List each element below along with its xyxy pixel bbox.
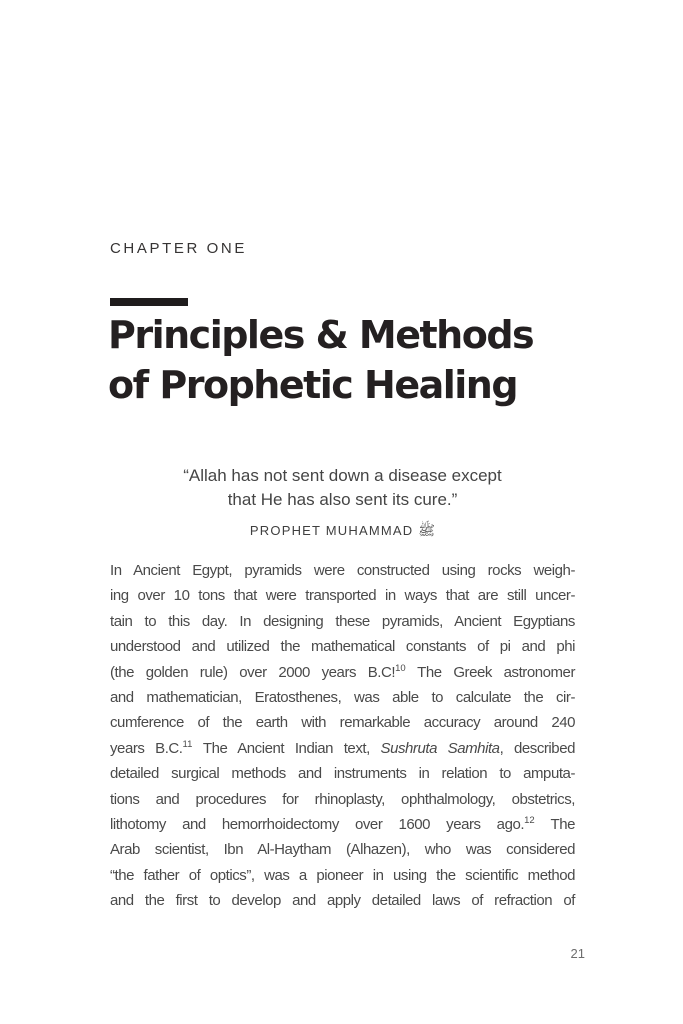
body-text-segment: tain to this day. In designing these pyramids, Ancient Egyptians <box>110 612 575 630</box>
page-number: 21 <box>570 946 585 961</box>
body-text-segment: understood and utilized the mathematical constants of pi and phi <box>110 638 575 656</box>
body-text-segment: years B.C. <box>110 739 183 757</box>
title-rule <box>110 298 188 306</box>
body-text-segment: and the first to develop and apply detailed laws of refraction of <box>110 892 575 910</box>
quote-attribution <box>110 518 575 543</box>
body-line <box>110 761 575 786</box>
quote-line2: that He has also sent its cure.” <box>227 490 458 509</box>
body-line <box>110 634 575 659</box>
body-text-segment: , described <box>499 739 575 757</box>
body-line <box>110 685 575 710</box>
body-text-segment: “the father of optics”, was a pioneer in using the scientific method <box>110 866 575 884</box>
body-line <box>110 660 575 685</box>
chapter-title <box>108 310 533 410</box>
body-text-segment: cumference of the earth with remarkable accuracy around 240 <box>110 714 575 732</box>
body-text-segment: The <box>534 816 575 834</box>
chapter-label: CHAPTER ONE <box>110 240 247 257</box>
body-text-segment: and mathematician, Eratosthenes, was able to calculate the cir- <box>110 689 575 707</box>
body-text-segment: detailed surgical methods and instruments in relation to amputa- <box>110 765 575 783</box>
body-line <box>110 812 575 837</box>
body-line <box>110 787 575 812</box>
body-line <box>110 888 575 913</box>
body-paragraph <box>110 558 575 914</box>
chapter-title-line1: Principles & Methods <box>108 313 534 357</box>
footnote-marker: 12 <box>524 815 535 827</box>
body-line <box>110 583 575 608</box>
footnote-marker: 11 <box>182 738 193 750</box>
chapter-title-line2: of Prophetic Healing <box>108 363 518 407</box>
body-line <box>110 863 575 888</box>
body-text-segment: Arab scientist, Ibn Al-Haytham (Alhazen), who was considered <box>110 841 575 859</box>
body-line <box>110 837 575 862</box>
body-text-segment: In Ancient Egypt, pyramids were constructed using rocks weigh- <box>110 562 575 579</box>
epigraph-quote <box>110 464 575 543</box>
body-line <box>110 736 575 761</box>
attribution-text: PROPHET MUHAMMAD <box>249 523 414 538</box>
body-text-segment: The Greek astronomer <box>405 663 575 681</box>
body-text-segment: (the golden rule) over 2000 years B.C! <box>110 663 396 681</box>
quote-line1: “Allah has not sent down a disease except <box>183 466 502 485</box>
body-text-segment: ing over 10 tons that were transported in ways that are still uncer- <box>110 587 575 605</box>
body-line <box>110 710 575 735</box>
body-line <box>110 609 575 634</box>
body-text-italic: Sushruta Samhita <box>380 739 500 757</box>
footnote-marker: 10 <box>395 662 406 674</box>
body-text-segment: lithotomy and hemorrhoidectomy over 1600 years ago. <box>110 816 525 834</box>
pbuh-symbol: ﷺ <box>418 522 436 538</box>
body-text-segment: The Ancient Indian text, <box>192 739 381 757</box>
body-text-segment: tions and procedures for rhinoplasty, ophthalmology, obstetrics, <box>110 790 575 808</box>
body-line <box>110 558 575 583</box>
